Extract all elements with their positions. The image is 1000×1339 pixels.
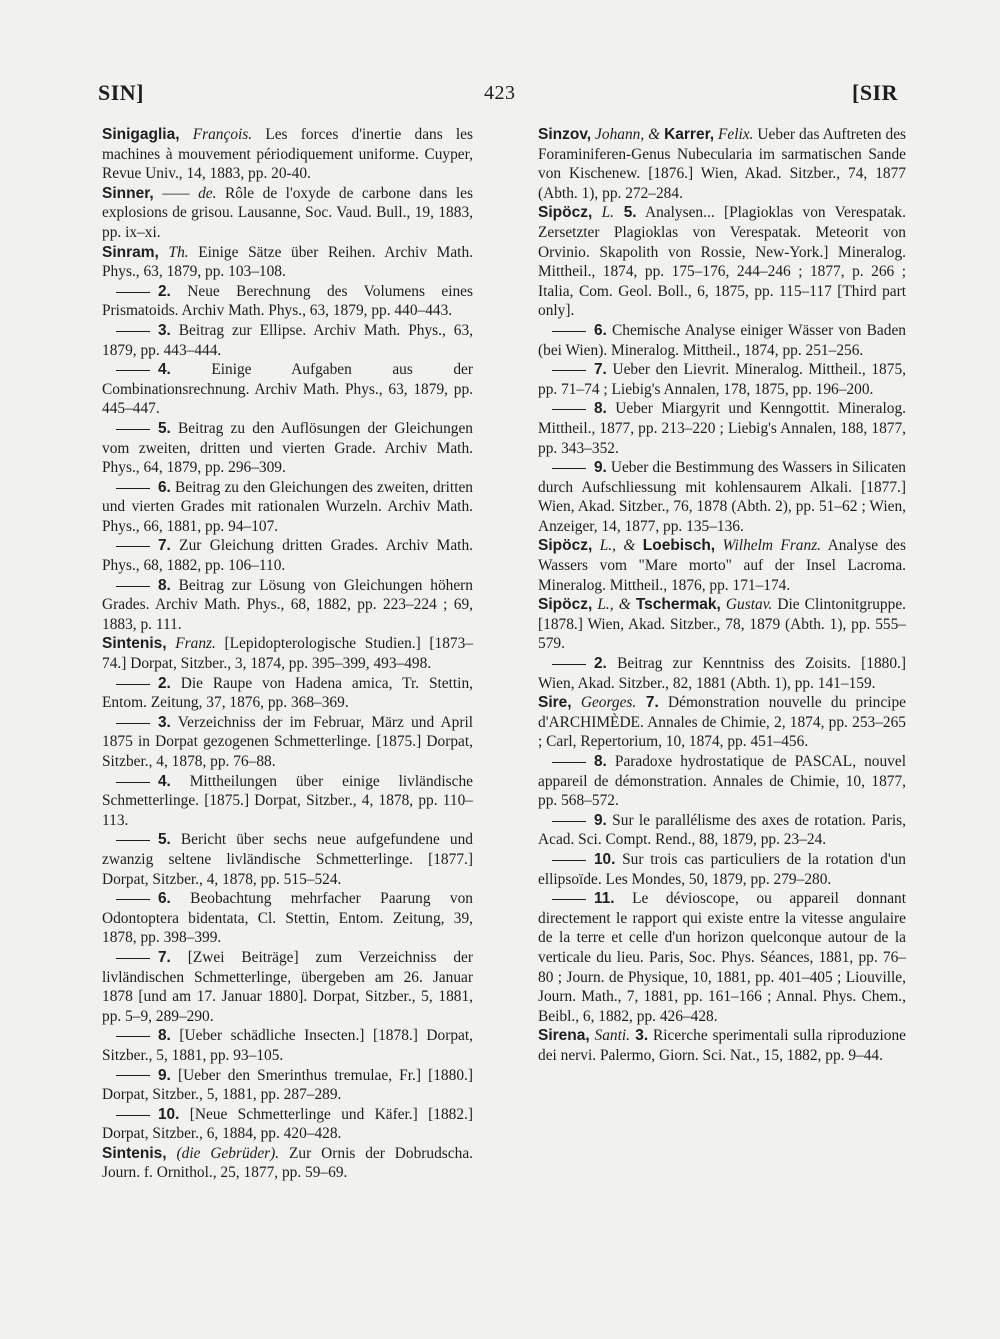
entry-text: Démonstration nouvelle du principe d'ARCHIMÈDE. Annales de Chimie, 2, 1874, pp. 253–265 ; Carl, Repertorium, 10, 1874, pp. 451–456.: [538, 694, 906, 751]
entry-text: Zur Ornis der Dobrudscha. Journ. f. Ornithol., 25, 1877, pp. 59–69.: [102, 1144, 473, 1182]
bibliography-entry: [102, 1105, 473, 1144]
entry-number: 2.: [158, 282, 171, 300]
entry-number: 9.: [594, 811, 607, 829]
entry-text: Einige Aufgaben aus der Combinationsrechnung. Archiv Math. Phys., 63, 1879, pp. 445–447.: [102, 361, 473, 418]
bibliography-entry: [538, 811, 906, 850]
entry-text: Neue Berechnung des Volumens eines Prismatoids. Archiv Math. Phys., 63, 1879, pp. 440–443.: [102, 282, 473, 320]
ditto-dash: [552, 331, 586, 332]
ditto-dash: [116, 958, 150, 959]
coauthor-name: Tschermak,: [635, 596, 721, 614]
bibliography-entry: [538, 654, 906, 693]
bibliography-entry: [102, 830, 473, 889]
author-name: Sinram,: [102, 243, 159, 261]
entry-text: Beobachtung mehrfacher Paarung von Odontoptera bidentata, Cl. Stettin, Entom. Zeitung, 39, 1878, pp. 398–399.: [102, 890, 473, 947]
bibliography-entry: [538, 203, 906, 321]
ditto-dash: [116, 723, 150, 724]
entry-text: Einige Sätze über Reihen. Archiv Math. Phys., 63, 1879, pp. 103–108.: [102, 243, 473, 281]
entry-number: 4.: [158, 772, 171, 790]
entry-text: Beitrag zu den Gleichungen des zweiten, dritten und vierten Grades mit rationalen Wurzeln. Archiv Math. Phys., 66, 1881, pp. 94–107.: [102, 478, 473, 535]
entry-text: Paradoxe hydrostatique de PASCAL, nouvel appareil de démonstration. Annales de Chimie, 10, 1877, pp. 568–572.: [538, 753, 906, 810]
author-given-name: François.: [179, 126, 253, 143]
entry-number: 7.: [158, 537, 171, 555]
entry-text: [Zwei Beiträge] zum Verzeichniss der livländischen Schmetterlinge, übergeben am 26. Januar 1878 [und am 17. Januar 1880]. Dorpat, Sitzber., 5, 1881, pp. 5–9, 289–290.: [102, 948, 473, 1025]
entry-text: Verzeichniss der im Februar, März und April 1875 in Dorpat gezogenen Schmetterlinge. [1875.] Dorpat, Sitzber., 4, 1878, pp. 76–88.: [102, 713, 473, 770]
bibliography-entry: [538, 850, 906, 889]
author-given-name: L., &: [592, 537, 643, 555]
ditto-dash: [116, 1036, 150, 1037]
entry-text: Beitrag zu den Auflösungen der Gleichungen vom zweiten, dritten und vierten Grade. Archiv Math. Phys., 64, 1879, pp. 296–309.: [102, 419, 473, 477]
entry-text: [Lepidopterologische Studien.] [1873–74.] Dorpat, Sitzber., 3, 1874, pp. 395–399, 493–498.: [102, 635, 474, 673]
ditto-dash: [552, 899, 586, 900]
author-given-name: (die Gebrüder).: [166, 1144, 280, 1162]
entry-text: [Ueber den Smerinthus tremulae, Fr.] [1880.] Dorpat, Sitzber., 5, 1881, pp. 287–289.: [102, 1066, 473, 1104]
ditto-dash: [116, 331, 150, 332]
entry-text: Les forces d'inertie dans les machines à mouvement périodiquement uniforme. Cuyper, Revue Univ., 14, 1883, pp. 20-40.: [102, 126, 473, 183]
ditto-dash: [552, 468, 586, 469]
bibliography-entry: [538, 693, 906, 752]
entry-text: Sur le parallélisme des axes de rotation. Paris, Acad. Sci. Compt. Rend., 88, 1879, pp. 23–24.: [538, 811, 906, 849]
entry-text: Ricerche sperimentali sulla riproduzione dei nervi. Palermo, Giorn. Sci. Nat., 15, 1882, pp. 9–44.: [538, 1027, 906, 1064]
entry-number: 3.: [158, 713, 171, 731]
coauthor-name: Loebisch,: [642, 537, 716, 555]
entry-text: Ueber die Bestimmung des Wassers in Silicaten durch Aufschliessung mit kohlensaurem Alkali. [1877.] Wien, Akad. Sitzber., 76, 1878 (Abth. 2), pp. 51–62 ; Wien, Anzeiger, 14, 1877, pp. 135–136.: [538, 459, 906, 535]
entry-text: Bericht über sechs neue aufgefundene und zwanzig seltene livländische Schmetterlinge. [1877.] Dorpat, Sitzber., 4, 1878, pp. 515–524.: [102, 831, 473, 888]
bibliography-entry: [538, 536, 906, 595]
bibliography-entry: [538, 458, 906, 536]
entry-number: 3.: [630, 1027, 649, 1045]
entry-number: 7.: [594, 361, 607, 379]
ditto-dash: [116, 1075, 150, 1076]
author-name: Sipöcz,: [538, 204, 593, 222]
entry-text: Ueber das Auftreten des Foraminiferen-Genus Nubecularia im sarmatischen Sande von Kischenew. [1876.] Wien, Akad. Sitzber., 74, 1877 (Abth. 1), pp. 272–284.: [538, 126, 907, 202]
ditto-dash: [552, 762, 586, 763]
entry-text: Sur trois cas particuliers de la rotation d'un ellipsoïde. Les Mondes, 50, 1879, pp. 279–280.: [538, 850, 906, 888]
entry-text: Le déviosсope, ou appareil donnant directement le rapport qui existe entre la vitesse angulaire de la terre et celle d'un horizon quelconque autour de la verticale du lieu. Paris, Soc. Phys. Séances, 1881, pp. 76–80 ; Journ. de Physique, 10, 1881, pp. 401–405 ; Liouville, Journ. Math., 7, 1881, pp. 161–166 ; Annal. Phys. Chem., Beibl., 6, 1882, pp. 426–428.: [538, 890, 906, 1025]
bibliography-entry: [102, 1066, 473, 1105]
ditto-dash: [552, 821, 586, 822]
bibliography-entry: [102, 321, 473, 360]
entry-number: 7.: [636, 694, 659, 712]
entry-number: 10.: [158, 1105, 180, 1123]
entry-number: 8.: [158, 1027, 171, 1045]
author-given-name: L.: [592, 204, 614, 222]
running-head-left: SIN]: [98, 80, 145, 105]
bibliography-entry: [102, 243, 473, 282]
entry-text: Die Clintonitgruppe. [1878.] Wien, Akad. Sitzber., 78, 1879 (Abth. 1), pp. 555–579.: [538, 596, 906, 653]
ditto-dash: [116, 292, 150, 293]
ditto-dash: [552, 664, 586, 665]
ditto-dash: [116, 899, 150, 900]
entry-text: Analyse des Wassers vom "Mare morto" auf der Insel Lacroma. Mineralog. Mittheil., 1876, pp. 171–174.: [538, 537, 906, 594]
author-given-name: L., &: [592, 596, 636, 614]
bibliography-entry: [102, 713, 473, 772]
bibliography-entry: [102, 634, 473, 673]
author-name: Sipöcz,: [538, 537, 593, 555]
entry-number: 8.: [594, 400, 607, 418]
entry-text: Die Raupe von Hadena amica, Tr. Stettin, Entom. Zeitung, 37, 1876, pp. 368–369.: [102, 674, 473, 712]
entry-number: 9.: [594, 459, 607, 477]
entry-number: 11.: [594, 890, 615, 908]
entry-text: [Neue Schmetterlinge und Käfer.] [1882.] Dorpat, Sitzber., 6, 1884, pp. 420–428.: [102, 1105, 473, 1143]
entry-number: 6.: [158, 890, 171, 908]
entry-number: 8.: [594, 753, 607, 770]
entry-text: Mittheilungen über einige livländische Schmetterlinge. [1875.] Dorpat, Sitzber., 4, 1878, pp. 110–113.: [102, 772, 473, 829]
bibliography-entry: [102, 184, 473, 243]
entry-text: Ueber den Lievrit. Mineralog. Mittheil., 1875, pp. 71–74 ; Liebig's Annalen, 178, 1875, pp. 196–200.: [538, 361, 906, 398]
author-name: Sintenis,: [102, 635, 167, 653]
entry-number: 3.: [158, 321, 171, 339]
bibliography-entry: [538, 752, 906, 811]
author-name: Sinner,: [102, 184, 154, 202]
bibliography-entry: [538, 321, 906, 360]
bibliography-entry: [102, 674, 473, 713]
ditto-dash: [116, 782, 150, 783]
entry-text: Beitrag zur Kenntniss des Zoisits. [1880.] Wien, Akad. Sitzber., 82, 1881 (Abth. 1), pp. 141–159.: [538, 655, 906, 692]
entry-number: 5.: [158, 419, 171, 437]
author-given-name: —— de.: [153, 184, 217, 202]
coauthor-given-name: Gustav.: [720, 596, 773, 614]
entry-text: Beitrag zur Lösung von Gleichungen höhern Grades. Archiv Math. Phys., 68, 1882, pp. 223–224 ; 69, 1883, p. 111.: [102, 576, 473, 633]
ditto-dash: [552, 409, 586, 410]
bibliography-entry: [538, 125, 906, 203]
coauthor-given-name: Wilhelm Franz.: [715, 537, 822, 555]
entry-text: Ueber Miargyrit und Kenngottit. Mineralog. Mittheil., 1877, pp. 213–220 ; Liebig's Annalen, 188, 1877, pp. 343–352.: [538, 400, 906, 457]
author-given-name: Franz.: [166, 635, 216, 653]
bibliography-entry: [102, 478, 473, 537]
bibliography-entry: [102, 419, 473, 478]
bibliography-entry: [102, 576, 473, 635]
bibliography-entry: [102, 1026, 473, 1065]
entry-number: 6.: [594, 321, 607, 339]
entry-number: 9.: [158, 1066, 171, 1084]
author-given-name: Th.: [158, 243, 189, 261]
entry-number: 5.: [158, 831, 171, 849]
ditto-dash: [116, 546, 150, 547]
bibliography-entry: [102, 282, 473, 321]
ditto-dash: [116, 429, 150, 430]
entry-text: Rôle de l'oxyde de carbone dans les explosions de grisou. Lausanne, Soc. Vaud. Bull., 19, 1883, pp. ix–xi.: [102, 184, 473, 241]
ditto-dash: [116, 1115, 150, 1116]
entry-number: 8.: [158, 576, 171, 594]
bibliography-entry: [102, 360, 473, 419]
ditto-dash: [116, 684, 150, 685]
ditto-dash: [552, 370, 586, 371]
entry-text: [Ueber schädliche Insecten.] [1878.] Dorpat, Sitzber., 5, 1881, pp. 93–105.: [102, 1027, 473, 1064]
ditto-dash: [116, 488, 150, 489]
entry-text: Beitrag zur Ellipse. Archiv Math. Phys., 63, 1879, pp. 443–444.: [102, 321, 473, 359]
bibliography-entry: [102, 889, 473, 948]
bibliography-entry: [538, 595, 906, 654]
ditto-dash: [116, 840, 150, 841]
coauthor-name: Karrer,: [664, 126, 715, 143]
bibliography-entry: [538, 889, 906, 1026]
bibliography-entry: [538, 399, 906, 458]
author-name: Sipöcz,: [538, 596, 593, 614]
entry-text: Analysen... [Plagioklas von Verespatak. Zersetzter Plagioklas von Verespatak. Meteorit von Orvinio. Skapolith von Rossie, New-York.] Mineralog. Mittheil., 1874, pp. 175–176, 244–246 ; 1877, p. 266 ; Italia, Com. Geol. Boll., 6, 1875, pp. 115–117 [Third part only].: [538, 204, 906, 320]
bibliography-entry: [102, 948, 473, 1026]
entry-number: 2.: [594, 655, 607, 673]
left-column: [102, 125, 473, 1183]
author-name: Sinzov,: [538, 126, 592, 143]
author-given-name: Santi.: [589, 1027, 631, 1045]
author-given-name: Georges.: [571, 694, 637, 712]
bibliography-entry: [102, 125, 473, 184]
entry-text: Chemische Analyse einiger Wässer von Baden (bei Wien). Mineralog. Mittheil., 1874, pp. 251–256.: [538, 321, 906, 359]
bibliography-entry: [102, 536, 473, 575]
coauthor-given-name: Felix.: [714, 126, 754, 143]
right-column: [538, 125, 906, 1066]
author-given-name: Johann, &: [591, 126, 665, 143]
author-name: Sinigaglia,: [102, 126, 180, 143]
entry-number: 7.: [158, 948, 171, 966]
entry-number: 2.: [158, 674, 171, 692]
entry-number: 5.: [613, 204, 637, 222]
author-name: Sintenis,: [102, 1144, 167, 1162]
ditto-dash: [116, 370, 150, 371]
bibliography-entry: [538, 360, 906, 399]
running-head-right: [SIR: [852, 80, 899, 105]
ditto-dash: [116, 586, 150, 587]
entry-text: Zur Gleichung dritten Grades. Archiv Math. Phys., 68, 1882, pp. 106–110.: [102, 537, 473, 575]
bibliography-entry: [102, 1144, 473, 1183]
bibliography-entry: [102, 772, 473, 831]
entry-number: 4.: [158, 361, 171, 379]
page-number: 423: [484, 82, 516, 104]
entry-number: 10.: [594, 850, 616, 868]
entry-number: 6.: [158, 478, 171, 496]
bibliography-entry: [538, 1026, 906, 1065]
author-name: Sire,: [538, 694, 572, 712]
ditto-dash: [552, 860, 586, 861]
author-name: Sirena,: [538, 1027, 590, 1045]
